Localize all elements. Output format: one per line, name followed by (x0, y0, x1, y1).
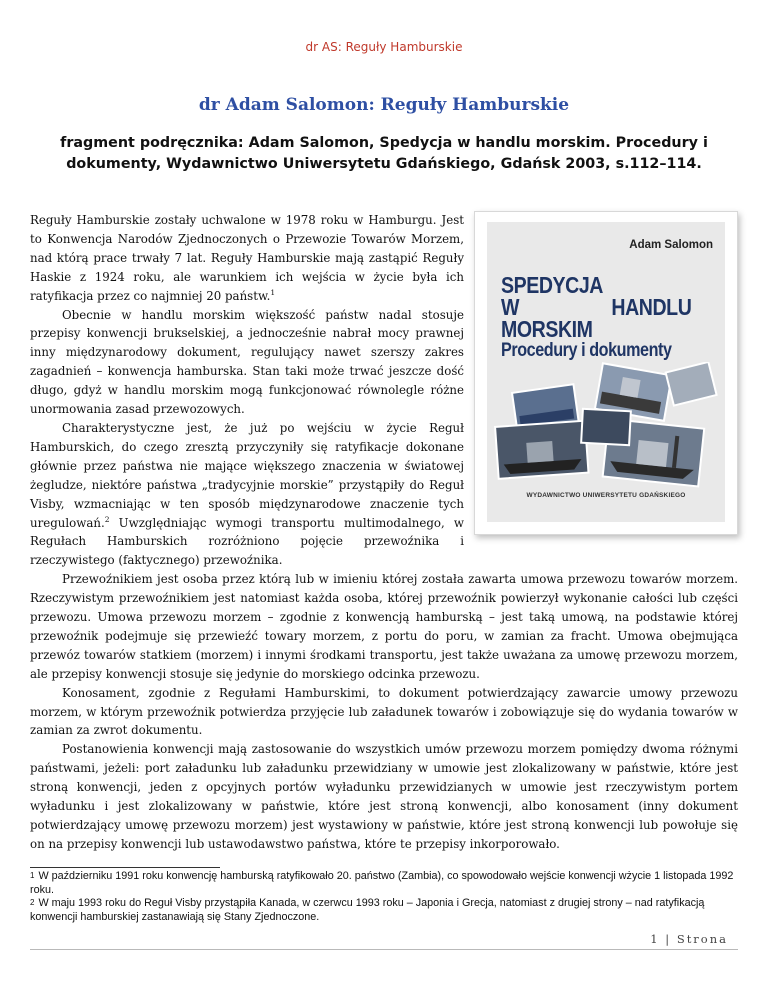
cover-publisher: WYDAWNICTWO UNIWERSYTETU GDAŃSKIEGO (526, 492, 686, 500)
paragraph-6: Postanowienia konwencji mają zastosowanie do wszystkich umów przewozu morzem pomiędzy dwoma różnymi państwami, jeżeli: port załadunku lub załadunku przewidziany w umowie jest zlokalizowany w państwie, które jest stroną konwencji, jeden z opcyjnych portów wyładunku przewidzianych w umowie jest rzeczywistym portem wyładunku i jest zlokalizowany w państwie, które jest stroną konwencji, albo konosament (inny dokument potwierdzający umowę przewozu morzem) jest wystawiony w państwie, które jest stroną konwencji lub powołuje się on na przepisy konwencji lub ustawodawstwo państwa, które te przepisy inkorporowało. (30, 742, 738, 851)
paragraph-4: Przewoźnikiem jest osoba przez którą lub w imieniu której została zawarta umowa przewozu towarów morzem. Rzeczywistym przewoźnikiem jest natomiast każda osoba, której przewoźnik powierzył wykonanie całości lub części przewozu. Umowa przewozu morzem – zgodnie z konwencją hamburską – jest taką umową, na podstawie której przewoźnik podejmuje się przewieźć towary morzem, z portu do poru, w zamian za fracht. Umowa obejmująca przewóz towarów statkiem (morzem) i innymi środkami transportu, jest także uważana za umowę przewozu morzem, ale przepisy konwencji stosuje się jedynie do morskiego odcinka przewozu. (30, 572, 738, 681)
cover-title-line1: SPEDYCJA (501, 272, 603, 298)
cover-title-line2: W HANDLU MORSKIM (501, 294, 692, 342)
running-header: dr AS: Reguły Hamburskie (305, 40, 463, 54)
paragraph-1: Reguły Hamburskie zostały uchwalone w 1978 roku w Hamburgu. Jest to Konwencja Narodów Zjednoczonych o Przewozie Towarów Morzem, nad którą prace trwały 7 lat. Reguły Hamburskie mają zastąpić Reguły Haskie z 1924 roku, ale warunkiem ich wejścia w życie była ich ratyfikacja przez co najmniej 20 państw.$^1$ (30, 213, 464, 303)
cover-title-line3: Procedury i dokumenty (501, 340, 672, 361)
cover-title (501, 274, 691, 362)
footnote-ref-2[interactable]: 2 (104, 514, 110, 524)
footer-divider (30, 949, 738, 950)
footnotes (30, 870, 742, 924)
book-cover (487, 222, 725, 522)
ship-photo-collage (487, 362, 725, 497)
paragraph-3: Charakterystyczne jest, że już po wejściu w życie Reguł Hamburskich, do czego zresztą przyczyniły się ratyfikacje dokonane głównie przez państwa nie mające większego znaczenia w światowej żegludze, niektóre państwa „tradycyjnie morskie” przystąpiły do Reguł Visby, wzmacniając w ten sposób międzynarodowe znaczenie tych uregulowań.$^2$ Uwzględniając wymogi transportu multimodalnego, w Regułach Hamburskich rozróżniono pojęcie przewoźnika i rzeczywistego (faktycznego) przewoźnika. (30, 420, 464, 568)
footnote-divider (30, 867, 220, 868)
document-subtitle: fragment podręcznika: Adam Salomon, Spedycja w handlu morskim. Procedury i dokumenty, Wydawnictwo Uniwersytetu Gdańskiego, Gdańsk 2003, s.112–114. (60, 135, 708, 172)
footnote-ref-1[interactable]: 1 (270, 287, 276, 297)
document-title: dr Adam Salomon: Reguły Hamburskie (198, 95, 570, 115)
page-number: 1 | Strona (650, 932, 728, 946)
paragraph-5: Konosament, zgodnie z Regułami Hamburskimi, to dokument potwierdzający zawarcie umowy przewozu morzem, w którym przewoźnik potwierdza przyjęcie lub załadunek towarów i zobowiązuje się do wydania towarów w zamian za zwrot dokumentu. (30, 685, 738, 738)
body-text (30, 211, 738, 854)
footnote-2: $^2$ W maju 1993 roku do Reguł Visby przystąpiła Kanada, w czerwcu 1993 roku – Japonia i Grecja, natomiast z drugiej strony – nad ratyfikacją konwencji hamburskiej zastanawiają się Stany Zjednoczone. (30, 897, 705, 923)
cover-author: Adam Salomon (629, 239, 713, 251)
paragraph-2: Obecnie w handlu morskim większość państw nadal stosuje przepisy konwencji brukselskiej, a jednocześnie nabrał mocy prawnej inny międzynarodowy dokument, regulujący nawet szerszy zakres zagadnień – konwencja hamburska. Stan taki może trwać jeszcze dość długo, gdyż w handlu morskim mogą funkcjonować równolegle różne unormowania zasad przewozowych. (30, 307, 464, 417)
footnote-1: $^1$ W październiku 1991 roku konwencję hamburską ratyfikowało 20. państwo (Zambia), co spowodowało wejście konwencji wżycie 1 listopada 1992 roku. (30, 870, 734, 896)
book-cover-image (474, 211, 738, 535)
